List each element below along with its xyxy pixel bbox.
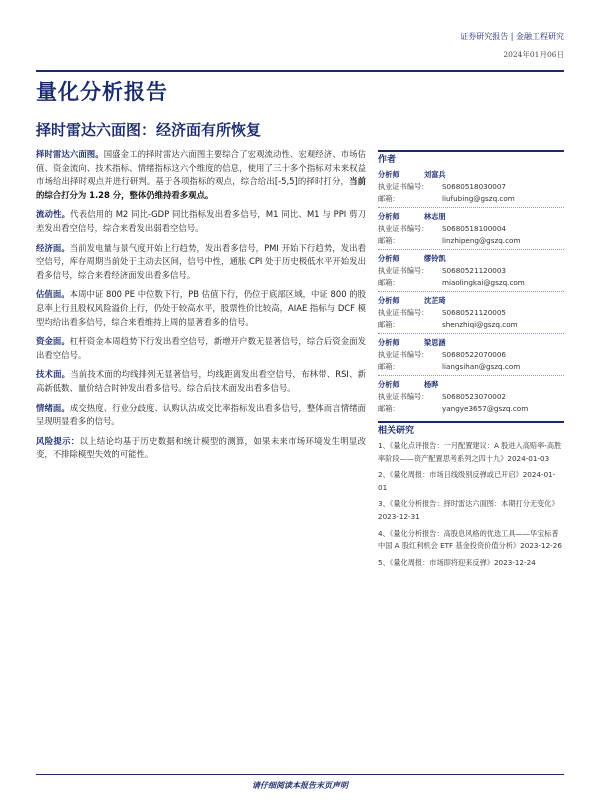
- section-text: 代表信用的 M2 同比-GDP 同比指标发出看多信号，M1 同比、M1 与 PPI 剪刀差发出看空信号，综合来看发出弱看空信号。: [36, 209, 366, 233]
- section-lead: 择时雷达六面图。: [36, 149, 104, 159]
- cert-number: S0680521120005: [442, 308, 507, 317]
- section-paragraph: [36, 242, 366, 283]
- author-email[interactable]: liangsihan@gszq.com: [442, 362, 521, 371]
- section-lead: 情绪面。: [36, 402, 70, 413]
- section-text: 国盛金工的择时雷达六面图主要综合了宏观流动性、宏观经济、市场估值、资金流向、技术指标、情绪指标这六个维度的信息，使用了三十多个指标对未来权益市场给出择时观点并进行研判。基于各项指标的观点，综合给出[-5,5]的择时打分，: [36, 149, 367, 187]
- author-name: 缪铃凯: [424, 254, 446, 263]
- cert-label: 执业证书编号：: [378, 392, 429, 401]
- section-strong: 当前的综合打分为 1.28 分，整体仍维持看多观点。: [36, 176, 366, 200]
- author-email[interactable]: shenzhiqi@gszq.com: [442, 320, 518, 329]
- related-research: [378, 421, 564, 569]
- section-paragraph: [36, 368, 366, 395]
- section-lead: 流动性。: [36, 209, 71, 220]
- author-name: 刘富兵: [424, 170, 446, 179]
- author-email[interactable]: linzhipeng@gszq.com: [442, 236, 521, 245]
- author-card: [378, 379, 564, 415]
- section-lead: 经济面。: [36, 242, 70, 253]
- section-paragraph: [36, 288, 366, 329]
- section-text: 当前技术面的均线排列无显著信号，均线距离发出看空信号，布林带、RSI、新高新低数、量价结合时钟发出看多信号。综合后技术面发出看多信号。: [36, 369, 367, 393]
- report-header: [460, 30, 564, 62]
- report-date: 2024年01月06日: [503, 50, 564, 59]
- divider: [378, 333, 564, 334]
- author-card: [378, 295, 564, 331]
- author-role: 分析师: [378, 296, 400, 305]
- cert-label: 执业证书编号：: [378, 350, 429, 359]
- author-role: 分析师: [378, 254, 400, 263]
- section-lead: 资金面。: [36, 336, 70, 347]
- divider: [378, 375, 564, 376]
- research-item[interactable]: 3、《量化分析报告：择时雷达六面图：本期打分无变化》2023-12-31: [378, 499, 559, 521]
- author-name: 沈芷琦: [424, 296, 446, 305]
- cert-number: S0680522070006: [442, 350, 507, 359]
- research-heading: 相关研究: [378, 421, 564, 437]
- author-name: 林志朋: [424, 212, 446, 221]
- divider: [378, 207, 564, 208]
- footer-rule: [36, 774, 564, 775]
- section-text: 本周中证 800 PE 中位数下行，PB 估值下行，仍位于底部区域，中证 800 的股息率上行且股权风险溢价上行，仍处于较高水平，股票性价比较高，AIAE 指标与 DCF 模型均给出看多信号，综合来看维持上周的显著看多的信号。: [36, 289, 366, 327]
- main-content: [36, 148, 366, 468]
- header-separator: |: [510, 32, 514, 41]
- page-title: 择时雷达六面图：经济面有所恢复: [36, 121, 262, 139]
- sidebar: [378, 150, 564, 573]
- authors-heading: 作者: [378, 150, 564, 166]
- author-card: [378, 211, 564, 247]
- cert-number: S0680521120003: [442, 266, 507, 275]
- cert-number: S0680518100004: [442, 224, 507, 233]
- author-card: [378, 169, 564, 205]
- email-label: 邮箱：: [378, 320, 400, 329]
- footer-disclaimer: 请仔细阅读本报告末页声明: [252, 781, 348, 790]
- author-email[interactable]: miaolingkai@gszq.com: [442, 278, 525, 287]
- cert-label: 执业证书编号：: [378, 266, 429, 275]
- cert-number: S0680518030007: [442, 182, 507, 191]
- section-paragraph: [36, 402, 366, 429]
- section-text: 当前发电量与景气度开始上行趋势，发出看多信号，PMI 开始下行趋势，发出看空信号，库存周期当前处于主动去区间，信号中性，通胀 CPI 处于历史极低水平开始发出看多信号，综合来看经济面发出看多信号。: [36, 242, 367, 280]
- section-paragraph: [36, 148, 366, 202]
- divider: [378, 291, 564, 292]
- author-role: 分析师: [378, 170, 400, 179]
- section-paragraph: [36, 335, 366, 362]
- report-category: 金融工程研究: [516, 32, 564, 41]
- email-label: 邮箱：: [378, 404, 400, 413]
- author-name: 梁思涵: [424, 338, 446, 347]
- author-role: 分析师: [378, 212, 400, 221]
- author-email[interactable]: liufubing@gszq.com: [442, 194, 515, 203]
- section-text: 成交热度、行业分歧度、认购认沽成交比率指标发出看多信号，整体而言情绪面呈现明显看多的信号。: [36, 402, 367, 427]
- research-item[interactable]: 1、《量化点评报告：一月配置建议：A 股进入高赔率-高胜率阶段——资产配置思考系列之四十九》2024-01-03: [378, 441, 562, 463]
- research-item[interactable]: 4、《量化分析报告：高股息风格的优选工具——华宝标普中国 A 股红利机会 ETF 基金投资价值分析》2023-12-26: [378, 528, 562, 551]
- section-paragraph: [36, 435, 366, 462]
- author-card: [378, 337, 564, 373]
- cert-label: 执业证书编号：: [378, 224, 429, 233]
- author-role: 分析师: [378, 338, 400, 347]
- author-role: 分析师: [378, 380, 400, 389]
- section-text: 杠杆资金本周趋势下行发出看空信号，新增开户数无显著信号，综合后资金面发出看空信号。: [36, 336, 367, 360]
- email-label: 邮箱：: [378, 236, 400, 245]
- author-name: 杨晔: [424, 380, 439, 389]
- header-rule: [36, 70, 564, 72]
- section-paragraph: [36, 208, 366, 235]
- section-lead: 风险提示：: [36, 435, 80, 446]
- research-item[interactable]: 2、《量化周报：市场日线级别反弹或已开启》2024-01-01: [378, 470, 556, 492]
- divider: [378, 249, 564, 250]
- research-item[interactable]: 5、《量化周报：市场即将迎来反弹》2023-12-24: [378, 557, 536, 567]
- email-label: 邮箱：: [378, 362, 400, 371]
- cert-label: 执业证书编号：: [378, 308, 429, 317]
- email-label: 邮箱：: [378, 194, 400, 203]
- cert-number: S0680523070002: [442, 392, 507, 401]
- author-email[interactable]: yangye3657@gszq.com: [442, 404, 529, 413]
- report-type: 证券研究报告: [460, 32, 509, 41]
- author-card: [378, 253, 564, 289]
- section-lead: 技术面。: [36, 369, 71, 380]
- section-lead: 估值面。: [36, 289, 70, 300]
- brand-title: 量化分析报告: [36, 80, 168, 104]
- email-label: 邮箱：: [378, 278, 400, 287]
- section-text: 以上结论均基于历史数据和统计模型的测算，如果未来市场环境发生明显改变，不排除模型失效的可能性。: [36, 435, 367, 460]
- cert-label: 执业证书编号：: [378, 182, 429, 191]
